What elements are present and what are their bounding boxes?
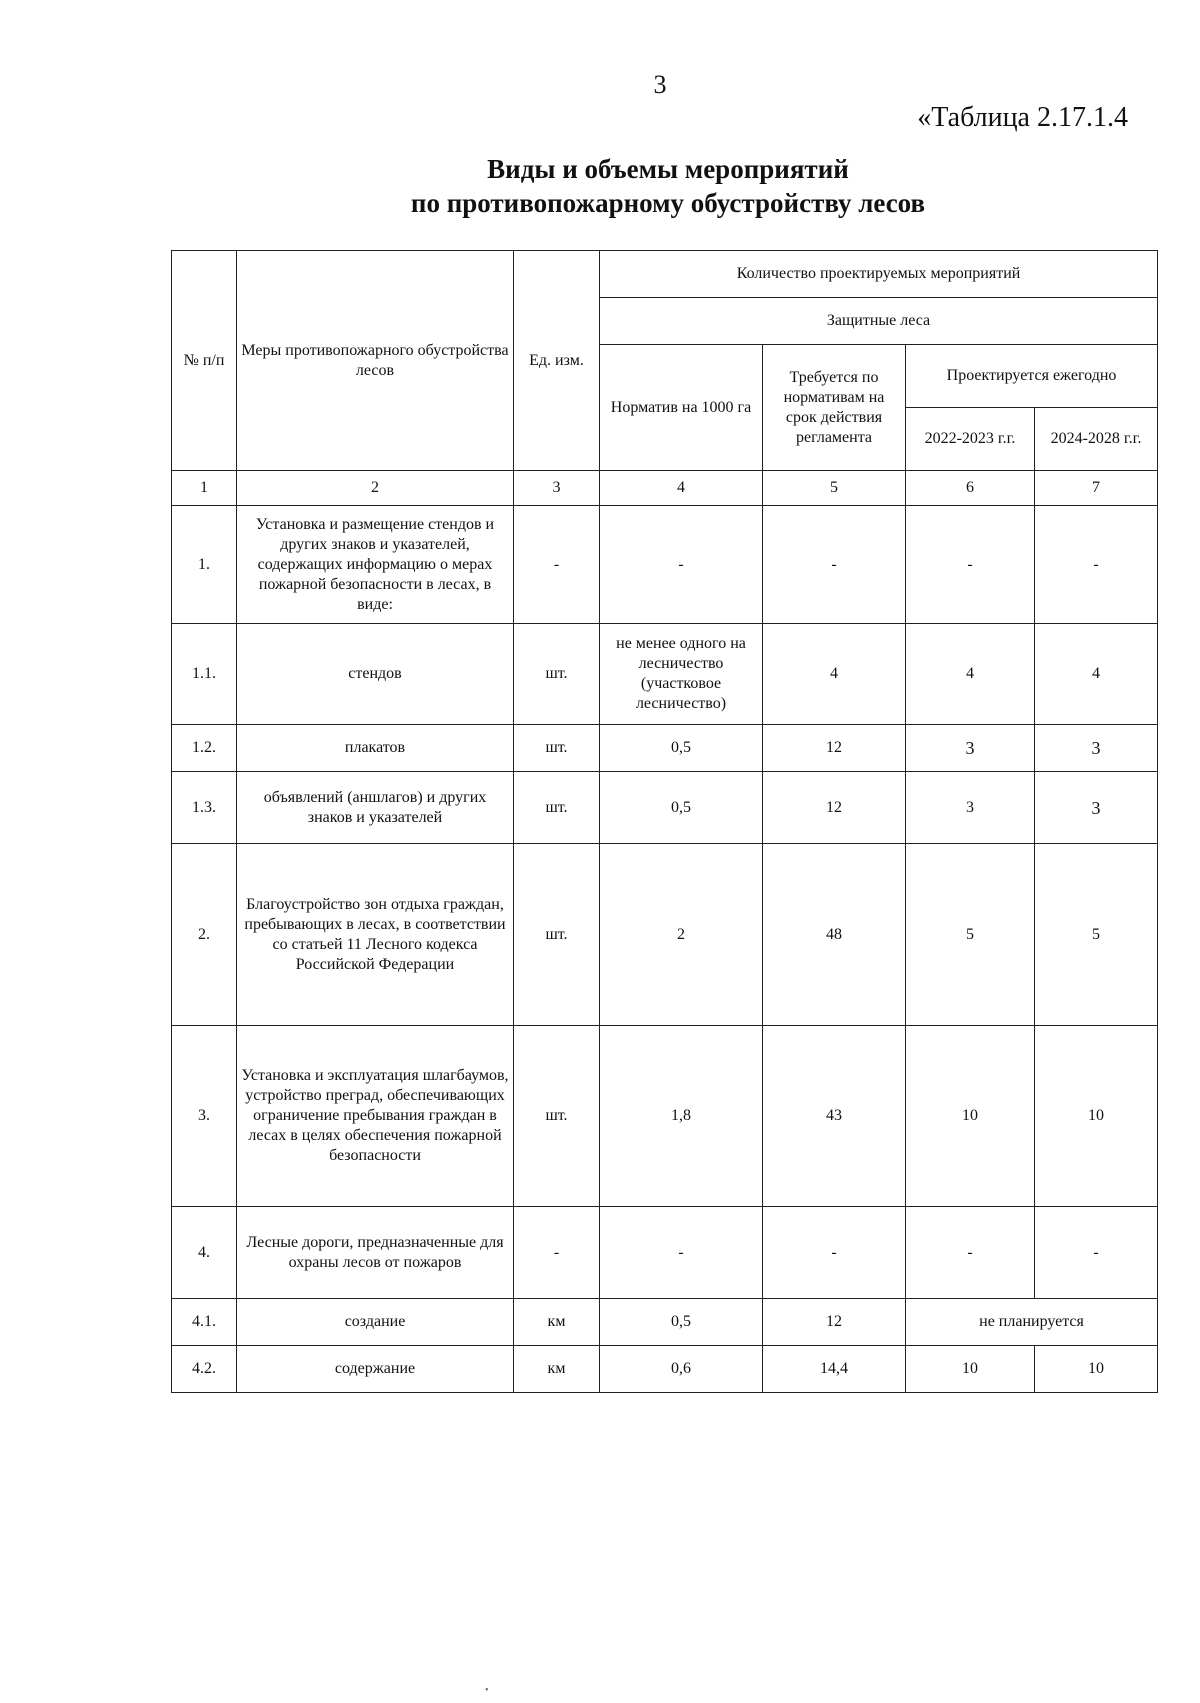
table-row [172,1207,1158,1299]
row-number: 4.2. [172,1346,237,1393]
row-unit: - [514,1207,600,1299]
row-unit: шт. [514,725,600,772]
row-required: 12 [763,725,906,772]
row-required: 12 [763,772,906,844]
row-number: 1. [172,506,237,624]
row-planned-merged: не планируется [906,1299,1158,1346]
row-required: - [763,1207,906,1299]
column-number: 4 [600,471,763,506]
row-planned-2024-2028: - [1035,1207,1158,1299]
row-measure: Установка и размещение стендов и других знаков и указателей, содержащих информацию о мерах пожарной безопасности в лесах, в виде: [237,506,514,624]
header-cell: Ед. изм. [514,251,600,471]
header-cell: Норматив на 1000 га [600,345,763,471]
row-planned-2022-2023: 3 [906,772,1035,844]
header-cell: Количество проектируемых мероприятий [600,251,1158,298]
table-row [172,624,1158,725]
column-number-row [172,471,1158,506]
header-cell: 2024-2028 г.г. [1035,408,1158,471]
row-measure: создание [237,1299,514,1346]
row-unit: км [514,1346,600,1393]
header-cell: № п/п [172,251,237,471]
table-row [172,1026,1158,1207]
row-planned-2022-2023: 10 [906,1026,1035,1207]
row-number: 1.3. [172,772,237,844]
row-unit: шт. [514,624,600,725]
table-row [172,772,1158,844]
column-number: 5 [763,471,906,506]
row-measure: Установка и эксплуатация шлагбаумов, устройство преград, обеспечивающих ограничение пребывания граждан в лесах в целях обеспечения пожарной безопасности [237,1026,514,1207]
header-cell: Требуется по нормативам на срок действия регламента [763,345,906,471]
row-planned-2022-2023: 4 [906,624,1035,725]
title-line-2: по противопожарному обустройству лесов [410,188,926,218]
row-planned-2022-2023: - [906,506,1035,624]
row-planned-2022-2023: 10 [906,1346,1035,1393]
row-number: 1.2. [172,725,237,772]
row-required: 14,4 [763,1346,906,1393]
row-planned-2024-2028: 10 [1035,1026,1158,1207]
row-norm: - [600,1207,763,1299]
row-planned-2024-2028: 10 [1035,1346,1158,1393]
header-cell: Защитные леса [600,298,1158,345]
row-number: 4. [172,1207,237,1299]
row-planned-2022-2023: 3 [906,725,1035,772]
header-row [172,251,1158,298]
document-title [0,152,1200,220]
row-planned-2022-2023: - [906,1207,1035,1299]
row-norm: 0,5 [600,1299,763,1346]
row-required: 12 [763,1299,906,1346]
row-planned-2024-2028: 3 [1035,772,1158,844]
row-norm: 0,6 [600,1346,763,1393]
row-planned-2024-2028: 5 [1035,844,1158,1026]
row-required: 48 [763,844,906,1026]
table-row [172,725,1158,772]
row-number: 3. [172,1026,237,1207]
row-norm: 0,5 [600,772,763,844]
table-reference: «Таблица 2.17.1.4 [917,102,1128,133]
column-number: 1 [172,471,237,506]
row-number: 4.1. [172,1299,237,1346]
row-unit: км [514,1299,600,1346]
row-measure: плакатов [237,725,514,772]
row-measure: стендов [237,624,514,725]
column-number: 6 [906,471,1035,506]
row-norm: 0,5 [600,725,763,772]
column-number: 2 [237,471,514,506]
header-cell: 2022-2023 г.г. [906,408,1035,471]
scan-speck: • [485,1685,489,1696]
column-number: 7 [1035,471,1158,506]
table-row [172,1346,1158,1393]
row-measure: объявлений (аншлагов) и других знаков и указателей [237,772,514,844]
row-norm: 1,8 [600,1026,763,1207]
header-cell: Проектируется ежегодно [906,345,1158,408]
row-planned-2024-2028: - [1035,506,1158,624]
row-required: 4 [763,624,906,725]
column-number: 3 [514,471,600,506]
row-unit: - [514,506,600,624]
measures-table [171,250,1158,1393]
row-unit: шт. [514,844,600,1026]
row-planned-2024-2028: 3 [1035,725,1158,772]
row-norm: не менее одного на лесничество (участковое лесничество) [600,624,763,725]
row-measure: содержание [237,1346,514,1393]
row-norm: - [600,506,763,624]
row-required: 43 [763,1026,906,1207]
table-row [172,506,1158,624]
row-planned-2022-2023: 5 [906,844,1035,1026]
row-measure: Благоустройство зон отдыха граждан, пребывающих в лесах, в соответствии со статьей 11 Лесного кодекса Российской Федерации [237,844,514,1026]
title-line-1: Виды и объемы мероприятий [487,154,849,184]
header-cell: Меры противопожарного обустройства лесов [237,251,514,471]
row-norm: 2 [600,844,763,1026]
table-row [172,844,1158,1026]
row-unit: шт. [514,772,600,844]
page-number: 3 [653,70,667,99]
row-number: 2. [172,844,237,1026]
row-required: - [763,506,906,624]
row-measure: Лесные дороги, предназначенные для охраны лесов от пожаров [237,1207,514,1299]
row-unit: шт. [514,1026,600,1207]
row-number: 1.1. [172,624,237,725]
row-planned-2024-2028: 4 [1035,624,1158,725]
table-row [172,1299,1158,1346]
